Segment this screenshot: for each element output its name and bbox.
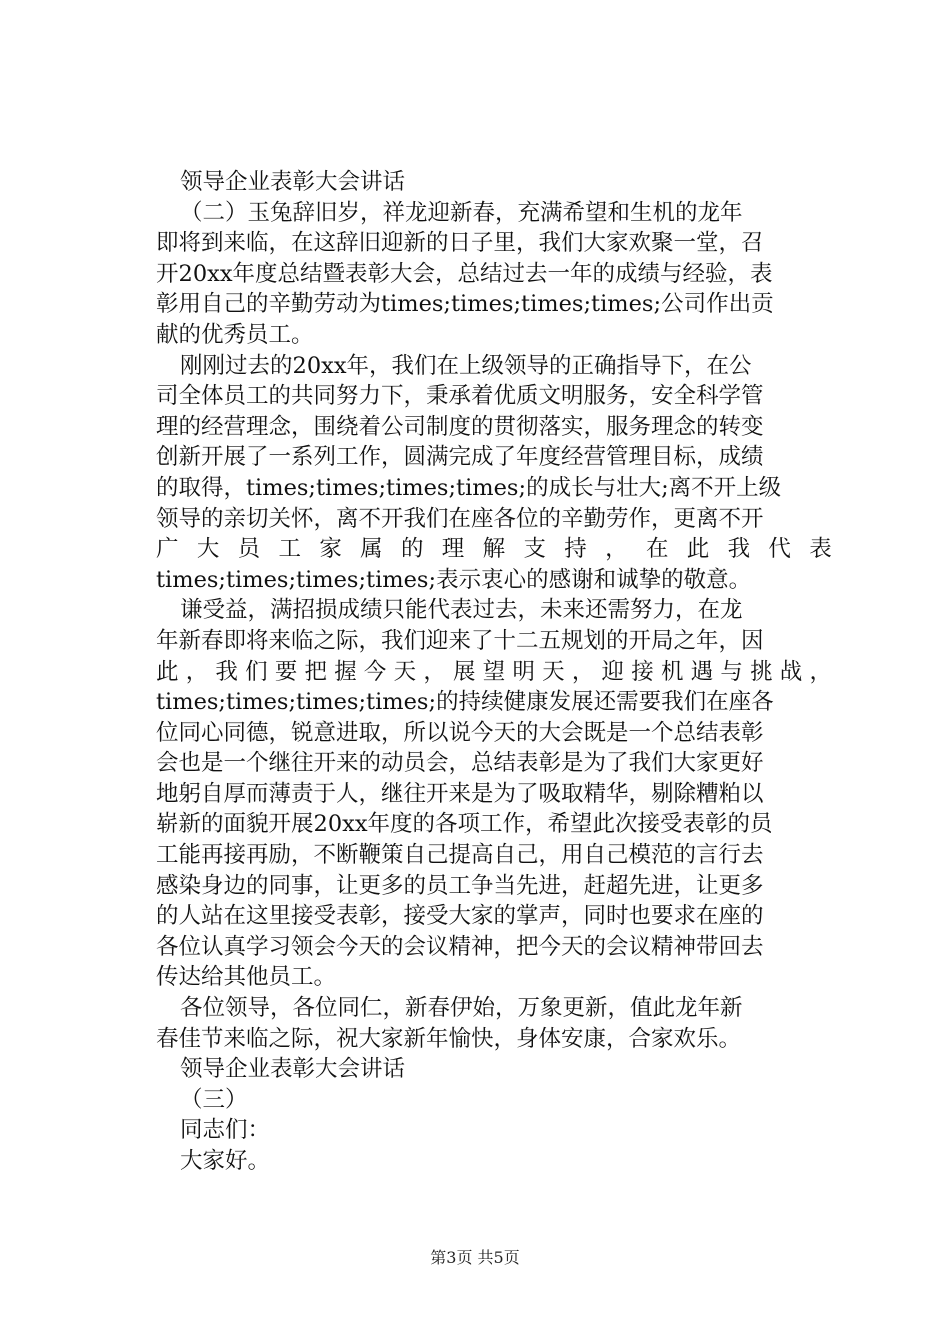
- text-line: times;times;times;times;表示衷心的感谢和诚挚的敬意。: [156, 566, 752, 593]
- text-line: 谦受益，满招损成绩只能代表过去，未来还需努力，在龙: [180, 597, 743, 624]
- text-line-justified: 此 ， 我 们 要 把 握 今 天 ， 展 望 明 天 ， 迎 接 机 遇 与 挑 战 ，: [156, 658, 832, 685]
- text-line: 献的优秀员工。: [156, 321, 314, 348]
- text-line: 工能再接再励，不断鞭策自己提高自己，用自己模范的言行去: [156, 842, 764, 869]
- text-line: times;times;times;times;的持续健康发展还需要我们在座各: [156, 689, 774, 716]
- text-line: 刚刚过去的20xx年，我们在上级领导的正确指导下，在公: [180, 352, 752, 379]
- document-body: [156, 167, 832, 1177]
- text-line: 各位认真学习领会今天的会议精神，把今天的会议精神带回去: [156, 933, 764, 960]
- heading-line: 领导企业表彰大会讲话: [180, 1056, 406, 1083]
- text-line: 开20xx年度总结暨表彰大会，总结过去一年的成绩与经验，表: [156, 260, 773, 287]
- text-line: 彰用自己的辛勤劳动为times;times;times;times;公司作出贡: [156, 291, 774, 318]
- text-line: 年新春即将来临之际，我们迎来了十二五规划的开局之年，因: [156, 627, 764, 654]
- text-line: 各位领导，各位同仁，新春伊始，万象更新，值此龙年新: [180, 995, 743, 1022]
- text-line: 同志们：: [180, 1117, 271, 1144]
- text-line: 即将到来临，在这辞旧迎新的日子里，我们大家欢聚一堂，召: [156, 230, 764, 257]
- text-line: 理的经营理念，围绕着公司制度的贯彻落实，服务理念的转变: [156, 413, 764, 440]
- text-line: 创新开展了一系列工作，圆满完成了年度经营管理目标，成绩: [156, 444, 764, 471]
- text-line: 司全体员工的共同努力下，秉承着优质文明服务，安全科学管: [156, 383, 764, 410]
- text-line: 感染身边的同事，让更多的员工争当先进，赶超先进，让更多: [156, 872, 764, 899]
- page-footer: 第3页 共5页: [430, 1248, 520, 1267]
- text-line: 的取得，times;times;times;times;的成长与壮大;离不开上级: [156, 474, 782, 501]
- text-line: 的人站在这里接受表彰，接受大家的掌声，同时也要求在座的: [156, 903, 764, 930]
- text-line-justified: 广 大 员 工 家 属 的 理 解 支 持 ， 在 此 我 代 表: [156, 536, 832, 563]
- text-line: （二）玉兔辞旧岁，祥龙迎新春，充满希望和生机的龙年: [180, 199, 743, 226]
- text-line: 位同心同德，锐意进取，所以说今天的大会既是一个总结表彰: [156, 719, 764, 746]
- heading-line: 领导企业表彰大会讲话: [180, 169, 406, 195]
- text-line: （三）: [180, 1086, 248, 1113]
- text-line: 春佳节来临之际，祝大家新年愉快，身体安康，合家欢乐。: [156, 1025, 742, 1052]
- text-line: 地躬自厚而薄责于人，继往开来是为了吸取精华，剔除糟粕以: [156, 780, 764, 807]
- text-line: 传达给其他员工。: [156, 964, 337, 991]
- text-line: 会也是一个继往开来的动员会，总结表彰是为了我们大家更好: [156, 750, 764, 777]
- text-line: 领导的亲切关怀，离不开我们在座各位的辛勤劳作，更离不开: [156, 505, 764, 532]
- text-line: 大家好。: [180, 1148, 271, 1174]
- text-line: 崭新的面貌开展20xx年度的各项工作，希望此次接受表彰的员: [156, 811, 773, 838]
